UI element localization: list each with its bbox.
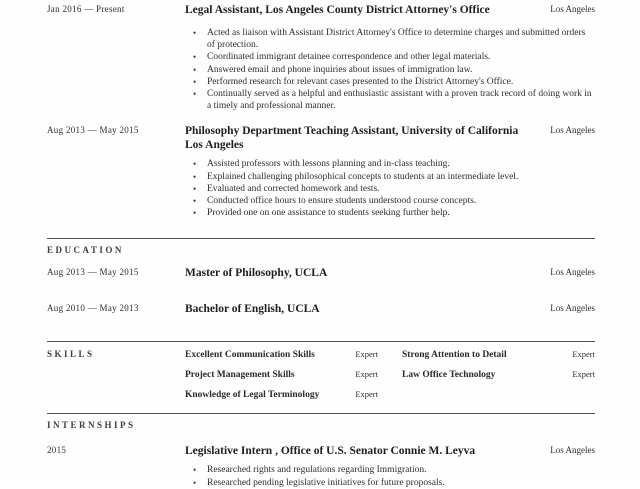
employment-entry [47, 124, 595, 219]
degree-title: Bachelor of English, UCLA [185, 303, 320, 316]
skill-item [185, 348, 378, 361]
skill-item [185, 388, 378, 401]
entry-location: Los Angeles [550, 4, 595, 14]
entry-location: Los Angeles [550, 445, 595, 456]
skill-level: Expert [355, 349, 378, 360]
bullet-item: • Explained challenging philosophical concepts to students at an intermediate level. [185, 171, 595, 183]
skill-item [402, 368, 595, 381]
education-entry [47, 302, 595, 316]
skill-name: Law Office Technology [402, 370, 496, 381]
entry-dates: Aug 2013 — May 2015 [47, 267, 139, 278]
entry-header [47, 124, 595, 152]
bullet-item: • Conducted office hours to ensure students understood course concepts. [185, 195, 595, 207]
entry-location: Los Angeles [550, 267, 595, 278]
skill-item [402, 348, 595, 361]
skill-level: Expert [572, 349, 595, 360]
bullet-item: • Assisted professors with lessons planning and in-class teaching. [185, 158, 595, 170]
bullet-item: • Researched rights and regulations regarding Immigration. [185, 464, 595, 476]
bullet-list [185, 464, 595, 488]
skill-level: Expert [572, 369, 595, 380]
bullet-item: • Acted as liaison with Assistant District Attorney's Office to determine charges and submitted orders of protection. [185, 27, 595, 51]
employment-entry [47, 3, 595, 112]
degree-title: Master of Philosophy, UCLA [185, 267, 328, 280]
bullet-item: • Evaluated and corrected homework and tests. [185, 183, 595, 195]
skills-heading: SKILLS [47, 349, 95, 360]
bullet-item: • Answered email and phone inquiries about issues of immigration law. [185, 64, 595, 76]
bullet-item: • Continually served as a helpful and enthusiastic assistant with a proven track record of doing work in a timely and professional manner. [185, 88, 595, 112]
bullet-item: • Researched pending legislative initiatives for future proposals. [185, 477, 595, 489]
education-entry [47, 266, 595, 280]
bullet-item: • Performed research for relevant cases presented to the District Attorney's Office. [185, 76, 595, 88]
skills-grid [185, 348, 595, 401]
skill-level: Expert [355, 369, 378, 380]
entry-dates: Jan 2016 — Present [47, 4, 125, 14]
internship-title: Legislative Intern , Office of U.S. Senator Connie M. Leyva [185, 445, 476, 458]
entry-location: Los Angeles [550, 303, 595, 314]
skill-name: Excellent Communication Skills [185, 350, 315, 361]
entry-header [47, 3, 595, 17]
skill-item [185, 368, 378, 381]
skill-level: Expert [355, 389, 378, 400]
section-divider [47, 238, 595, 239]
entry-dates: 2015 [47, 445, 67, 456]
job-title: Legal Assistant, Los Angeles County District Attorney's Office [185, 4, 490, 16]
bullet-list [185, 27, 595, 112]
education-heading: EDUCATION [47, 245, 124, 256]
skill-name: Project Management Skills [185, 370, 295, 381]
section-divider [47, 413, 595, 414]
entry-header [47, 444, 595, 458]
bullet-item: • Coordinated immigrant detainee correspondence and other legal materials. [185, 51, 595, 63]
job-title: Philosophy Department Teaching Assistant, University of California Los Angeles [185, 125, 519, 152]
skill-name: Strong Attention to Detail [402, 350, 507, 361]
section-divider [47, 341, 595, 342]
bullet-list [185, 158, 595, 219]
entry-dates: Aug 2013 — May 2015 [47, 125, 139, 136]
entry-location: Los Angeles [550, 125, 595, 136]
internship-entry [47, 444, 595, 488]
entry-dates: Aug 2010 — May 2013 [47, 303, 139, 314]
internships-heading: INTERNSHIPS [47, 420, 136, 431]
bullet-item: • Provided one on one assistance to students seeking further help. [185, 207, 595, 219]
skill-name: Knowledge of Legal Terminology [185, 390, 320, 401]
skills-section [47, 348, 595, 401]
